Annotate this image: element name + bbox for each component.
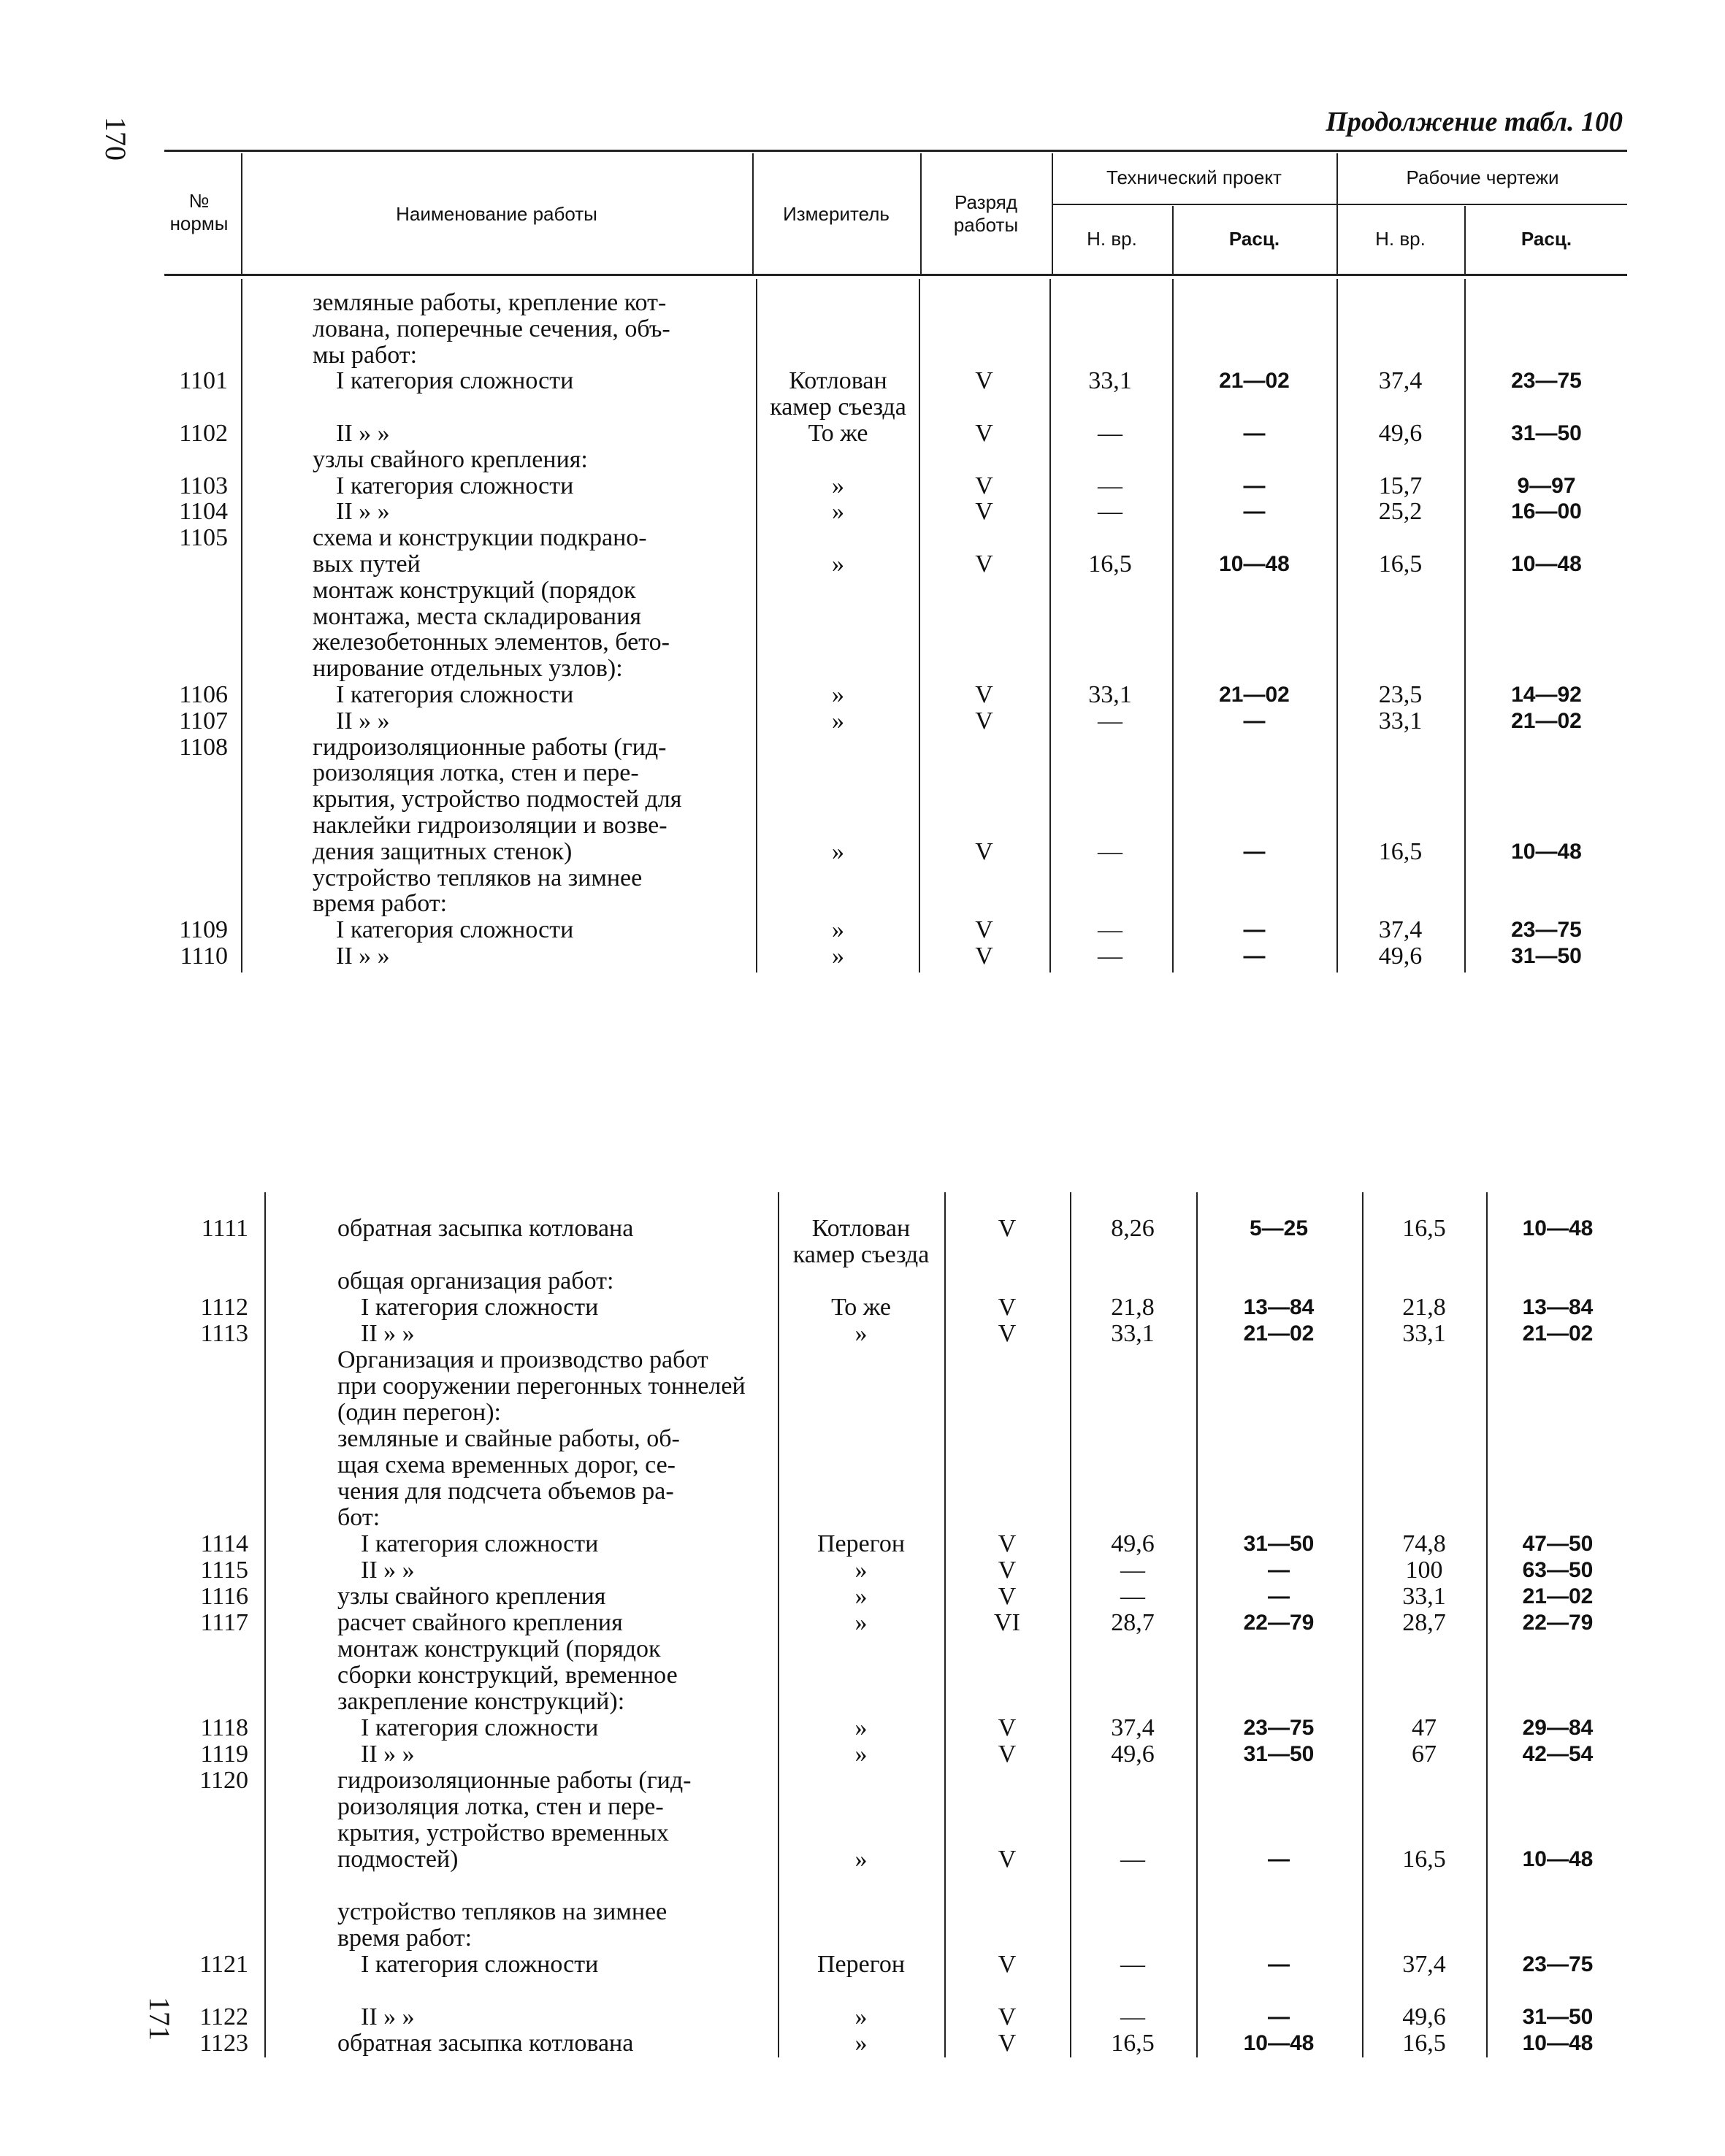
grade-cell: V (975, 943, 993, 970)
table-row (0, 342, 1725, 369)
norm-number: 1114 (200, 1530, 248, 1557)
unit-cell: » (832, 916, 844, 944)
work-name: обратная засыпка котлована (337, 2030, 634, 2057)
work-name: роизоляция лотка, стен и пере- (313, 759, 639, 787)
work-name: гидроизоляционные работы (гид- (313, 733, 667, 761)
tp-norm-time: — (1120, 1846, 1145, 1873)
unit-cell: » (832, 498, 844, 526)
wd-norm-time: 16,5 (1402, 1846, 1446, 1873)
table-row (0, 1216, 1725, 1242)
tp-rate: 22—79 (1243, 1611, 1315, 1635)
table-row (0, 786, 1725, 813)
unit-cell: Котлован (789, 367, 887, 395)
tp-rate: — (1268, 1584, 1290, 1608)
wd-rate: 22—79 (1522, 1611, 1594, 1635)
work-name: узлы свайного крепления: (313, 445, 588, 473)
tp-rate: — (1243, 839, 1266, 864)
grade-cell: V (998, 1741, 1017, 1768)
norm-number: 1119 (200, 1741, 248, 1768)
tp-rate: — (1268, 1558, 1290, 1582)
wd-rate: 16—00 (1511, 499, 1582, 524)
page-number-bottom: 171 (143, 1997, 176, 2041)
work-name: дения защитных стенок) (313, 837, 573, 865)
table-row (0, 943, 1725, 970)
tp-norm-time: 8,26 (1111, 1215, 1155, 1242)
wd-rate: 23—75 (1511, 918, 1582, 943)
unit-cell: Котлован (811, 1215, 911, 1242)
table-row (0, 1662, 1725, 1689)
table-row (0, 1820, 1725, 1846)
work-name: земляные работы, крепление кот- (313, 289, 667, 316)
work-name: монтажа, места складирования (313, 602, 641, 630)
norm-number: 1110 (180, 943, 228, 970)
header-sub-rule (1052, 204, 1627, 205)
wd-rate: 10—48 (1522, 1216, 1594, 1240)
work-name: щая схема временных дорог, се- (337, 1451, 676, 1478)
grade-cell: V (975, 420, 993, 447)
tp-rate: 5—25 (1249, 1216, 1309, 1240)
work-name: земляные и свайные работы, об- (337, 1425, 680, 1452)
table-row (0, 1846, 1725, 1873)
unit-cell: » (854, 1846, 868, 1873)
wd-rate: 47—50 (1522, 1532, 1594, 1556)
tp-norm-time: — (1098, 420, 1122, 447)
wd-rate: 14—92 (1511, 683, 1582, 707)
table-row (0, 1268, 1725, 1294)
tp-norm-time: 21,8 (1111, 1294, 1155, 1321)
grade-cell: V (998, 2030, 1017, 2057)
work-name: Организация и производство работ (337, 1346, 708, 1373)
header-num: № нормы (169, 190, 229, 235)
table-row (0, 734, 1725, 761)
norm-number: 1118 (200, 1714, 248, 1741)
tp-norm-time: — (1120, 1583, 1145, 1610)
tp-norm-time: 28,7 (1111, 1609, 1155, 1636)
header-divider (241, 153, 242, 274)
work-name: устройство тепляков на зимнее (337, 1898, 668, 1925)
norm-number: 1103 (179, 472, 228, 499)
unit-cell: камер съезда (792, 1241, 930, 1268)
tp-rate: 10—48 (1219, 552, 1290, 576)
wd-rate: 31—50 (1511, 421, 1582, 445)
wd-norm-time: 33,1 (1402, 1320, 1446, 1347)
wd-norm-time: 33,1 (1402, 1583, 1446, 1610)
table-row (0, 865, 1725, 891)
norm-number: 1112 (200, 1294, 248, 1321)
grade-cell: V (998, 2003, 1017, 2030)
tp-norm-time: — (1098, 707, 1122, 734)
norm-number: 1117 (200, 1609, 248, 1636)
table-row (0, 525, 1725, 551)
work-name: вых путей (313, 550, 421, 578)
unit-cell: » (832, 681, 844, 708)
work-name: II » » (361, 2003, 415, 2030)
continuation-caption: Продолжение табл. 100 (1326, 107, 1623, 137)
wd-norm-time: 47 (1412, 1714, 1437, 1741)
unit-cell: То же (808, 420, 868, 447)
unit-cell: » (854, 1320, 868, 1347)
tp-rate: — (1243, 499, 1266, 524)
header-wd-rate: Расц. (1521, 228, 1572, 250)
tp-norm-time: 33,1 (1111, 1320, 1155, 1347)
work-name: наклейки гидроизоляции и возве- (313, 812, 668, 839)
norm-number: 1102 (179, 420, 228, 447)
table-row (0, 394, 1725, 421)
grade-cell: V (998, 1294, 1017, 1321)
wd-norm-time: 16,5 (1378, 837, 1423, 865)
wd-norm-time: 28,7 (1402, 1609, 1446, 1636)
tp-norm-time: — (1098, 498, 1122, 526)
tp-rate: — (1243, 944, 1266, 968)
work-name: монтаж конструкций (порядок (313, 576, 636, 604)
work-name: I категория сложности (336, 916, 574, 944)
norm-number: 1121 (199, 1951, 248, 1978)
wd-norm-time: 37,4 (1378, 916, 1423, 944)
grade-cell: V (975, 707, 993, 734)
norm-number: 1101 (179, 367, 228, 395)
tp-norm-time: — (1098, 837, 1122, 865)
tp-norm-time: — (1098, 472, 1122, 499)
tp-rate: 23—75 (1243, 1716, 1315, 1740)
table-row (0, 708, 1725, 734)
tp-norm-time: 49,6 (1111, 1530, 1155, 1557)
table-row (0, 1873, 1725, 1899)
work-name: II » » (336, 943, 390, 970)
work-name: устройство тепляков на зимнее (313, 864, 643, 891)
table-row (0, 839, 1725, 865)
table-row (0, 1505, 1725, 1531)
unit-cell: Перегон (816, 1530, 906, 1557)
unit-cell: » (854, 1714, 868, 1741)
table-row (0, 421, 1725, 447)
table-row (0, 1925, 1725, 1952)
table-row (0, 891, 1725, 917)
header-bottom-rule (164, 274, 1627, 276)
work-name: обратная засыпка котлована (337, 1215, 634, 1242)
tp-rate: — (1268, 1952, 1290, 1976)
unit-cell: » (854, 2003, 868, 2030)
norm-number: 1120 (199, 1767, 248, 1794)
tp-norm-time: 49,6 (1111, 1741, 1155, 1768)
grade-cell: V (998, 1951, 1017, 1978)
tp-rate: 31—50 (1243, 1742, 1315, 1766)
wd-rate: 63—50 (1522, 1558, 1594, 1582)
wd-norm-time: 49,6 (1378, 943, 1423, 970)
grade-cell: V (998, 1846, 1017, 1873)
wd-norm-time: 67 (1412, 1741, 1437, 1768)
work-name: гидроизоляционные работы (гид- (337, 1767, 692, 1794)
table-row (0, 1768, 1725, 1794)
unit-cell: Перегон (816, 1951, 906, 1978)
unit-cell: » (832, 550, 844, 578)
work-name: II » » (361, 1741, 415, 1768)
tp-norm-time: 33,1 (1088, 681, 1132, 708)
table-row (0, 1557, 1725, 1584)
work-name: железобетонных элементов, бето- (313, 629, 670, 656)
table-row (0, 1584, 1725, 1610)
wd-norm-time: 49,6 (1378, 420, 1423, 447)
wd-norm-time: 25,2 (1378, 498, 1423, 526)
work-name: I категория сложности (336, 681, 574, 708)
wd-norm-time: 37,4 (1402, 1951, 1446, 1978)
work-name: узлы свайного крепления (337, 1583, 606, 1610)
work-name: I категория сложности (361, 1951, 599, 1978)
grade-cell: V (975, 916, 993, 944)
table-row (0, 1400, 1725, 1426)
header-divider (752, 153, 754, 274)
table-row (0, 1426, 1725, 1452)
header-divider (920, 153, 922, 274)
grade-cell: V (998, 1530, 1017, 1557)
unit-cell: » (854, 1557, 868, 1584)
work-name: подмостей) (337, 1846, 459, 1873)
table-row (0, 1373, 1725, 1400)
wd-rate: 31—50 (1522, 2005, 1594, 2029)
table-row (0, 813, 1725, 839)
grade-cell: V (975, 498, 993, 526)
wd-rate: 10—48 (1511, 552, 1582, 576)
wd-rate: 23—75 (1511, 369, 1582, 394)
work-name: крытия, устройство временных (337, 1819, 669, 1846)
wd-rate: 42—54 (1522, 1742, 1594, 1766)
table-row (0, 1794, 1725, 1820)
table-row (0, 290, 1725, 316)
work-name: II » » (361, 1557, 415, 1584)
table-row (0, 578, 1725, 604)
table-row (0, 1689, 1725, 1715)
unit-cell: То же (831, 1294, 891, 1321)
work-name: I категория сложности (336, 367, 574, 395)
norm-number: 1123 (199, 2030, 248, 2057)
header-tp-rate: Расц. (1228, 228, 1280, 250)
work-name: I категория сложности (336, 472, 574, 499)
table-row (0, 629, 1725, 656)
tp-norm-time: — (1120, 1951, 1145, 1978)
norm-number: 1107 (179, 707, 228, 734)
work-name: нирование отдельных узлов): (313, 655, 623, 683)
work-name: схема и конструкции подкрано- (313, 524, 647, 552)
wd-norm-time: 23,5 (1378, 681, 1423, 708)
wd-norm-time: 100 (1405, 1557, 1443, 1584)
table-row (0, 499, 1725, 525)
wd-norm-time: 16,5 (1402, 2030, 1446, 2057)
wd-norm-time: 74,8 (1402, 1530, 1446, 1557)
work-name: I категория сложности (361, 1714, 599, 1741)
table-row (0, 1899, 1725, 1925)
header-divider (1336, 153, 1338, 274)
header-grade: Разряд работы (953, 191, 1019, 237)
work-name: бот: (337, 1504, 380, 1531)
tp-rate: 21—02 (1243, 1321, 1315, 1346)
norm-number: 1116 (200, 1583, 248, 1610)
wd-rate: 23—75 (1522, 1952, 1594, 1976)
work-name: общая организация работ: (337, 1267, 614, 1294)
tp-norm-time: — (1120, 1557, 1145, 1584)
wd-norm-time: 16,5 (1378, 550, 1423, 578)
wd-norm-time: 21,8 (1402, 1294, 1446, 1321)
work-name: II » » (336, 707, 390, 734)
table-row (0, 917, 1725, 943)
tp-rate: — (1243, 918, 1266, 943)
table-row (0, 656, 1725, 682)
tp-norm-time: 37,4 (1111, 1714, 1155, 1741)
tp-norm-time: — (1098, 916, 1122, 944)
norm-number: 1122 (199, 2003, 248, 2030)
grade-cell: VI (994, 1609, 1020, 1636)
unit-cell: » (832, 707, 844, 734)
tp-rate: — (1243, 473, 1266, 498)
table-row (0, 1531, 1725, 1557)
work-name: крытия, устройство подмостей для (313, 786, 682, 813)
unit-cell: » (854, 2030, 868, 2057)
table-row (0, 1636, 1725, 1662)
tp-rate: 31—50 (1243, 1532, 1315, 1556)
header-top-rule (164, 150, 1627, 152)
header-tech-project: Технический проект (1106, 166, 1282, 188)
grade-cell: V (975, 681, 993, 708)
norm-number: 1111 (201, 1215, 248, 1242)
table-row (0, 1242, 1725, 1268)
header-working-drawings: Рабочие чертежи (1406, 166, 1559, 188)
unit-cell: » (832, 472, 844, 499)
work-name: чения для подсчета объемов ра- (337, 1478, 674, 1505)
table-row (0, 1478, 1725, 1505)
work-name: время работ: (313, 890, 448, 918)
wd-rate: 31—50 (1511, 944, 1582, 968)
work-name: монтаж конструкций (порядок (337, 1635, 661, 1662)
tp-rate: 21—02 (1219, 683, 1290, 707)
norm-number: 1105 (179, 524, 228, 552)
norm-number: 1106 (179, 681, 228, 708)
grade-cell: V (975, 367, 993, 395)
header-name: Наименование работы (396, 203, 597, 225)
tp-rate: — (1268, 2005, 1290, 2029)
table-row (0, 316, 1725, 342)
work-name: I категория сложности (361, 1530, 599, 1557)
wd-rate: 21—02 (1511, 708, 1582, 733)
page-number-top: 170 (99, 117, 132, 161)
tp-rate: — (1243, 708, 1266, 733)
tp-rate: 10—48 (1243, 2031, 1315, 2055)
work-name: закрепление конструкций): (337, 1688, 625, 1715)
work-name: лована, поперечные сечения, объ- (313, 315, 670, 342)
table-row (0, 1347, 1725, 1373)
table-row (0, 604, 1725, 630)
wd-rate: 29—84 (1522, 1716, 1594, 1740)
grade-cell: V (998, 1215, 1017, 1242)
table-row (0, 1978, 1725, 2004)
wd-rate: 9—97 (1517, 473, 1576, 498)
tp-rate: 21—02 (1219, 369, 1290, 394)
table-row (0, 1715, 1725, 1741)
tp-norm-time: — (1120, 2003, 1145, 2030)
tp-norm-time: 33,1 (1088, 367, 1132, 395)
header-divider (1464, 206, 1466, 274)
wd-norm-time: 37,4 (1378, 367, 1423, 395)
header-tp-norm-time: Н. вр. (1087, 228, 1137, 250)
norm-number: 1104 (179, 498, 228, 526)
header-unit: Измеритель (783, 203, 890, 225)
work-name: при сооружении перегонных тоннелей (337, 1373, 746, 1400)
table-row (0, 1741, 1725, 1768)
norm-number: 1109 (179, 916, 228, 944)
wd-norm-time: 15,7 (1378, 472, 1423, 499)
unit-cell: » (832, 837, 844, 865)
work-name: роизоляция лотка, стен и пере- (337, 1793, 664, 1820)
work-name: мы работ: (313, 341, 418, 369)
wd-norm-time: 49,6 (1402, 2003, 1446, 2030)
grade-cell: V (975, 472, 993, 499)
table-row (0, 1610, 1725, 1636)
tp-rate: 13—84 (1243, 1295, 1315, 1319)
grade-cell: V (998, 1583, 1017, 1610)
table-row (0, 682, 1725, 708)
header-wd-norm-time: Н. вр. (1375, 228, 1426, 250)
grade-cell: V (975, 550, 993, 578)
tp-norm-time: — (1098, 943, 1122, 970)
wd-norm-time: 33,1 (1378, 707, 1423, 734)
unit-cell: » (832, 943, 844, 970)
work-name: расчет свайного крепления (337, 1609, 623, 1636)
table-row (0, 1321, 1725, 1347)
wd-rate: 21—02 (1522, 1321, 1594, 1346)
work-name: II » » (361, 1320, 415, 1347)
table-row (0, 1452, 1725, 1478)
wd-rate: 13—84 (1522, 1295, 1594, 1319)
header-divider (1052, 153, 1053, 274)
unit-cell: » (854, 1609, 868, 1636)
wd-rate: 10—48 (1522, 1847, 1594, 1871)
wd-rate: 21—02 (1522, 1584, 1594, 1608)
work-name: II » » (336, 420, 390, 447)
work-name: сборки конструкций, временное (337, 1662, 678, 1689)
norm-number: 1115 (200, 1557, 248, 1584)
norm-number: 1113 (200, 1320, 248, 1347)
tp-rate: — (1268, 1847, 1290, 1871)
grade-cell: V (998, 1714, 1017, 1741)
work-name: I категория сложности (361, 1294, 599, 1321)
table-row (0, 1294, 1725, 1321)
tp-norm-time: 16,5 (1111, 2030, 1155, 2057)
work-name: время работ: (337, 1925, 473, 1952)
table-row (0, 473, 1725, 499)
table-row (0, 760, 1725, 786)
unit-cell: » (854, 1741, 868, 1768)
table-row (0, 2030, 1725, 2057)
table-row (0, 447, 1725, 473)
tp-rate: — (1243, 421, 1266, 445)
work-name: II » » (336, 498, 390, 526)
wd-rate: 10—48 (1522, 2031, 1594, 2055)
table-row (0, 2004, 1725, 2030)
unit-cell: камер съезда (770, 394, 906, 421)
grade-cell: V (998, 1320, 1017, 1347)
table-row (0, 1952, 1725, 1978)
header-divider (1172, 206, 1174, 274)
table-row (0, 551, 1725, 578)
norm-number: 1108 (179, 733, 228, 761)
tp-norm-time: 16,5 (1088, 550, 1132, 578)
work-name: (один перегон): (337, 1399, 501, 1426)
unit-cell: » (854, 1583, 868, 1610)
grade-cell: V (998, 1557, 1017, 1584)
wd-norm-time: 16,5 (1402, 1215, 1446, 1242)
table-row (0, 368, 1725, 394)
wd-rate: 10—48 (1511, 839, 1582, 864)
grade-cell: V (975, 837, 993, 865)
